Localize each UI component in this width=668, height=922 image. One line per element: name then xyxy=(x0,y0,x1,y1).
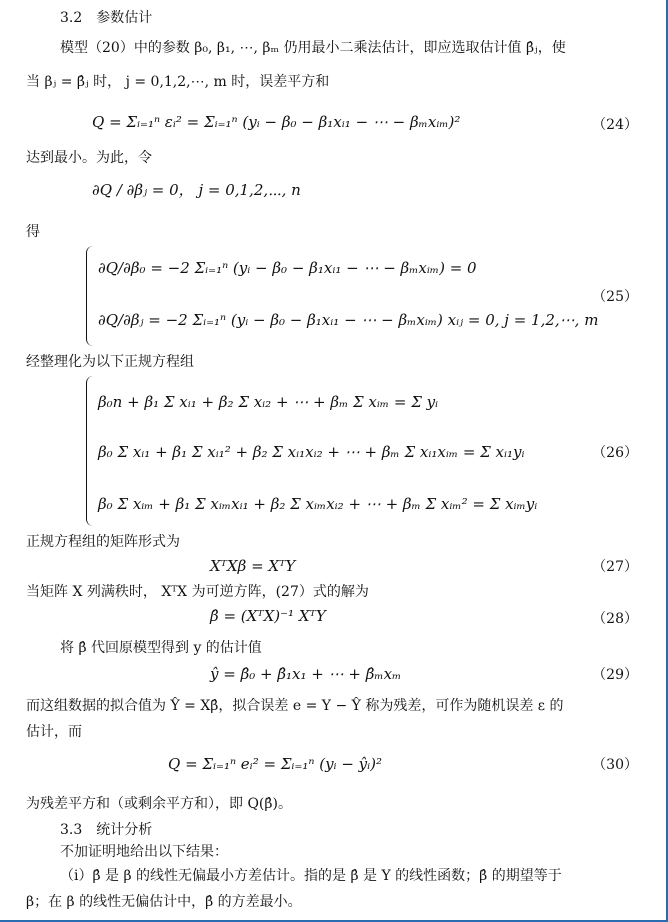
equation-26-line-1: β₀n + β₁ Σ xᵢ₁ + β₂ Σ xᵢ₂ + ⋯ + βₘ Σ xᵢₘ = Σ yᵢ xyxy=(98,393,439,411)
equation-number-28: （28） xyxy=(592,611,638,627)
equation-24: Q = Σᵢ₌₁ⁿ εᵢ² = Σᵢ₌₁ⁿ (yᵢ − β₀ − β₁xᵢ₁ − ⋯ − βₘxᵢₘ)² xyxy=(92,113,461,131)
equation-29: ŷ = β̂₀ + β̂₁x₁ + ⋯ + β̂ₘxₘ xyxy=(210,665,402,683)
paragraph-line: 为残差平方和（或剩余平方和），即 Q(β̂)。 xyxy=(26,796,292,812)
equation-27: XᵀXβ = XᵀY xyxy=(210,557,296,575)
section-heading-3-2: 3.2 参数估计 xyxy=(60,10,153,26)
equation-number-25: （25） xyxy=(592,289,638,305)
paragraph-line: 而这组数据的拟合值为 Ŷ = Xβ̂，拟合误差 e = Y − Ŷ 称为残差，可作为随机误差 ε 的 xyxy=(26,698,564,714)
paragraph-line: （i）β̂ 是 β 的线性无偏最小方差估计。指的是 β̂ 是 Y 的线性函数；β̂ 的期望等于 xyxy=(60,868,562,884)
equation-number-26: （26） xyxy=(592,445,638,461)
paragraph-line: 当矩阵 X 列满秩时， XᵀX 为可逆方阵，(27）式的解为 xyxy=(26,584,369,600)
paragraph-line: 估计，而 xyxy=(26,724,82,740)
equation-25-line-1: ∂Q/∂β₀ = −2 Σᵢ₌₁ⁿ (yᵢ − β₀ − β₁xᵢ₁ − ⋯ − βₘxᵢₘ) = 0 xyxy=(98,259,477,277)
equation-number-27: （27） xyxy=(592,559,638,575)
equation-25-line-2: ∂Q/∂βⱼ = −2 Σᵢ₌₁ⁿ (yᵢ − β₀ − β₁xᵢ₁ − ⋯ − βₘxᵢₘ) xᵢⱼ = 0, j = 1,2,⋯, m xyxy=(98,311,599,329)
equation-number-29: （29） xyxy=(592,667,638,683)
paragraph-line: 经整理化为以下正规方程组 xyxy=(26,354,194,370)
equation-30: Q = Σᵢ₌₁ⁿ eᵢ² = Σᵢ₌₁ⁿ (yᵢ − ŷᵢ)² xyxy=(168,755,383,773)
paragraph-line: 当 βⱼ = β̂ⱼ 时， j = 0,1,2,⋯, m 时，误差平方和 xyxy=(26,74,330,90)
paragraph-line: 达到最小。为此，令 xyxy=(26,150,152,166)
equation-26-line-2: β₀ Σ xᵢ₁ + β₁ Σ xᵢ₁² + β₂ Σ xᵢ₁xᵢ₂ + ⋯ + βₘ Σ xᵢ₁xᵢₘ = Σ xᵢ₁yᵢ xyxy=(98,443,525,461)
paragraph-line: 模型（20）中的参数 β₀, β₁, ⋯, βₘ 仍用最小二乘法估计，即应选取估计值 β̂ⱼ，使 xyxy=(60,40,566,56)
paragraph-line: 得 xyxy=(26,224,40,240)
paragraph-line: 不加证明地给出以下结果： xyxy=(60,844,228,860)
equation-26-line-3: β₀ Σ xᵢₘ + β₁ Σ xᵢₘxᵢ₁ + β₂ Σ xᵢₘxᵢ₂ + ⋯ + βₘ Σ xᵢₘ² = Σ xᵢₘyᵢ xyxy=(98,495,538,513)
paragraph-line: 正规方程组的矩阵形式为 xyxy=(26,534,180,550)
paragraph-line: β；在 β 的线性无偏估计中，β̂ 的方差最小。 xyxy=(26,894,302,910)
section-heading-3-3: 3.3 统计分析 xyxy=(60,822,153,838)
brace xyxy=(86,376,93,526)
paragraph-line: 将 β̂ 代回原模型得到 y 的估计值 xyxy=(60,640,262,656)
equation-derivative-condition: ∂Q / ∂βⱼ = 0， j = 0,1,2,⋯, n xyxy=(92,181,301,199)
brace xyxy=(86,246,93,346)
equation-number-30: （30） xyxy=(592,757,638,773)
equation-28: β̂ = (XᵀX)⁻¹ XᵀY xyxy=(210,607,326,625)
equation-number-24: （24） xyxy=(592,117,638,133)
